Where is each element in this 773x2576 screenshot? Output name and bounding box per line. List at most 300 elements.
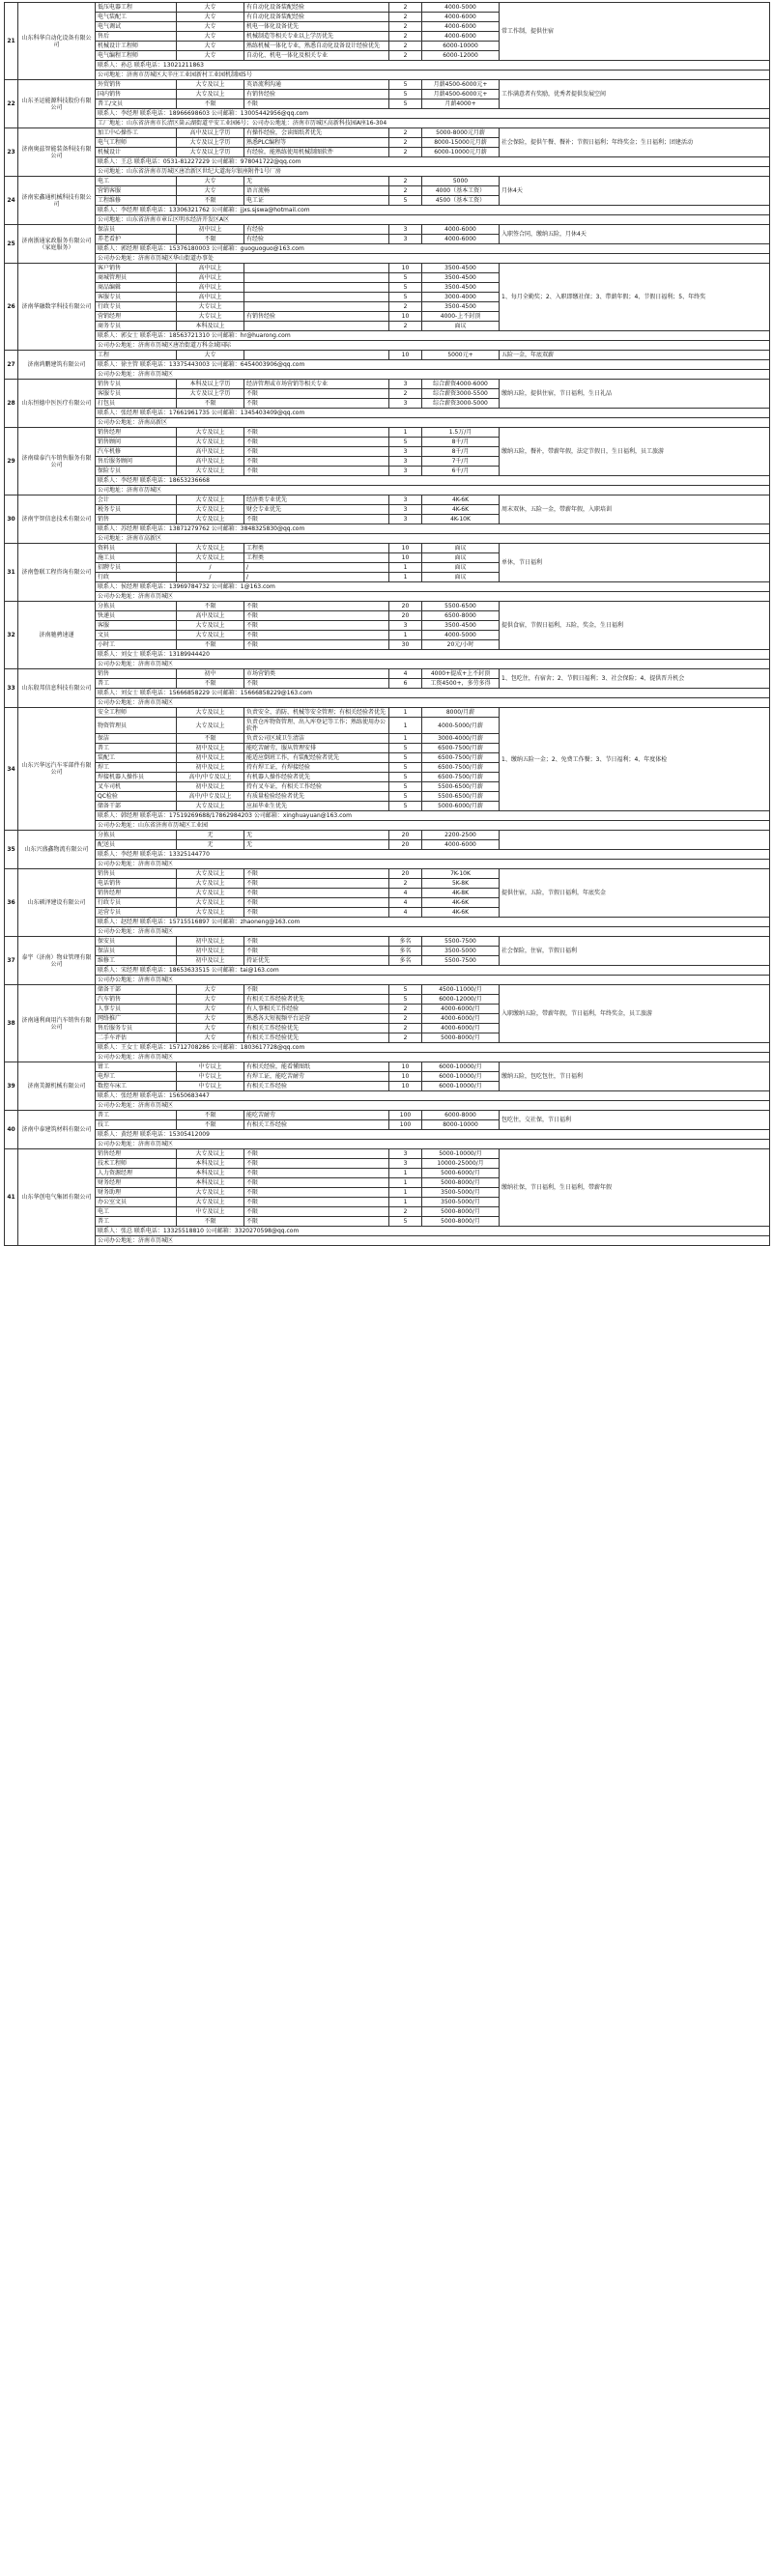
- job-salary: 3500-4500: [422, 302, 500, 312]
- job-headcount: 4: [389, 908, 422, 918]
- company-address: 公司办公地址：济南市历城区: [96, 1140, 770, 1149]
- job-headcount: 2: [389, 13, 422, 22]
- job-education: 本科及以上学历: [177, 380, 244, 389]
- company-address: 公司办公地址：济南市历城区: [96, 698, 770, 708]
- job-education: 大专: [177, 995, 244, 1005]
- job-requirement: 不限: [244, 1198, 389, 1207]
- job-headcount: 3: [389, 621, 422, 631]
- job-education: 大专: [177, 186, 244, 196]
- job-education: 大专及以上: [177, 1198, 244, 1207]
- company-contact: 联系人：李经理 联系电话：13325144770: [96, 850, 770, 860]
- company-benefits: 1、每月全勤奖；2、入职即缴社保；3、带薪年假；4、节假日福利；5、年终奖: [500, 264, 770, 331]
- job-headcount: 1: [389, 1169, 422, 1178]
- company-contact: 联系人：宋经理 联系电话：18653633515 公司邮箱：tai@163.com: [96, 966, 770, 976]
- job-requirement: 机械制造等相关专业以上学历优先: [244, 32, 389, 42]
- job-requirement: 有相关工作经验者优先: [244, 995, 389, 1005]
- job-title: 客服专员: [96, 293, 177, 302]
- job-education: 本科及以上: [177, 1178, 244, 1188]
- job-education: 高中以上: [177, 273, 244, 283]
- job-education: 大专及以上学历: [177, 148, 244, 157]
- job-salary: 6500-7500/月薪: [422, 763, 500, 773]
- job-headcount: 4: [389, 889, 422, 898]
- job-salary: 3500-4500: [422, 621, 500, 631]
- job-title: 资料员: [96, 544, 177, 553]
- job-requirement: 有经验，能熟练使用机械制图软件: [244, 148, 389, 157]
- job-education: 大专及以上: [177, 1149, 244, 1159]
- company-name: 济南宏鑫通机械科技有限公司: [18, 177, 96, 225]
- job-title: 汽车销售: [96, 995, 177, 1005]
- company-contact: 联系人：苏经理 联系电话：13871279762 公司邮箱：3848325830@qq.com: [96, 524, 770, 534]
- job-education: 本科及以上: [177, 322, 244, 331]
- job-education: 大专及以上: [177, 438, 244, 447]
- job-education: 大专及以上: [177, 718, 244, 734]
- job-requirement: 不限: [244, 467, 389, 476]
- job-title: 保险专员: [96, 467, 177, 476]
- job-headcount: 2: [389, 32, 422, 42]
- job-title: 商务专员: [96, 322, 177, 331]
- company-address: 公司办公地址：济南市历城区: [96, 370, 770, 380]
- job-requirement: 有相关工作经验优先: [244, 1024, 389, 1033]
- job-title: 销售员: [96, 869, 177, 879]
- job-headcount: 3: [389, 1159, 422, 1169]
- contact-row: [5, 206, 770, 215]
- job-table: [4, 2, 770, 1246]
- job-headcount: 5: [389, 80, 422, 90]
- job-education: 无: [177, 831, 244, 840]
- company-index: 22: [5, 80, 18, 128]
- job-title: 电气调试: [96, 22, 177, 32]
- contact-row: [5, 61, 770, 71]
- job-requirement: [244, 351, 389, 360]
- job-salary: 8000-15000元月薪: [422, 138, 500, 148]
- job-headcount: 5: [389, 438, 422, 447]
- job-headcount: 20: [389, 869, 422, 879]
- job-salary: 4K-6K: [422, 898, 500, 908]
- job-headcount: 多名: [389, 956, 422, 966]
- address-row: [5, 1140, 770, 1149]
- job-salary: 2200-2500: [422, 831, 500, 840]
- job-title: 打包员: [96, 399, 177, 409]
- job-title: 工程维修: [96, 196, 177, 206]
- job-requirement: 有焊工证，能吃苦耐劳: [244, 1072, 389, 1082]
- job-salary: 6500-7500/月薪: [422, 773, 500, 782]
- company-address: 公司地址：山东省济南市历城区唐冶新区世纪大道海尔银座附件1号厂房: [96, 167, 770, 177]
- company-index: 21: [5, 3, 18, 80]
- job-headcount: 3: [389, 399, 422, 409]
- job-headcount: 10: [389, 312, 422, 322]
- address-row: [5, 534, 770, 544]
- job-education: 高中/中专及以上: [177, 792, 244, 802]
- company-name: 济南通利商用汽车销售有限公司: [18, 985, 96, 1062]
- job-title: 机械设计: [96, 148, 177, 157]
- job-requirement: 不限: [244, 1207, 389, 1217]
- job-requirement: /: [244, 573, 389, 582]
- job-requirement: 不限: [244, 399, 389, 409]
- address-row: [5, 1053, 770, 1062]
- job-title: 销售专员: [96, 380, 177, 389]
- job-requirement: 有经验: [244, 235, 389, 244]
- address-row: [5, 976, 770, 985]
- company-name: 济南浙通家政服务有限公司（家庭服务）: [18, 225, 96, 264]
- company-benefits: 入职缴纳五险，带薪年假，节日福利，年终奖金，员工旅游: [500, 985, 770, 1043]
- job-salary: 7千/月: [422, 457, 500, 467]
- job-education: 初中及以上: [177, 937, 244, 947]
- job-education: 大专及以上: [177, 621, 244, 631]
- job-requirement: 不限: [244, 428, 389, 438]
- job-education: 大专: [177, 3, 244, 13]
- job-headcount: 2: [389, 186, 422, 196]
- job-salary: 3500-4500: [422, 273, 500, 283]
- job-requirement: 不限: [244, 640, 389, 650]
- job-title: 机械设计工程师: [96, 42, 177, 51]
- job-headcount: 3: [389, 447, 422, 457]
- job-education: 初中: [177, 669, 244, 679]
- company-address: 公司办公地址：山东省济南市历城区工业园: [96, 821, 770, 831]
- job-headcount: 1: [389, 708, 422, 718]
- job-salary: 综合薪资3000-5500: [422, 389, 500, 399]
- job-requirement: 不限: [244, 631, 389, 640]
- company-contact: 联系人：刘女士 联系电话：15666858229 公司邮箱：15666858229@163.com: [96, 689, 770, 698]
- contact-row: [5, 409, 770, 418]
- job-row: [5, 1062, 770, 1072]
- job-row: [5, 351, 770, 360]
- job-requirement: 语言流畅: [244, 186, 389, 196]
- job-title: 财务助理: [96, 1188, 177, 1198]
- job-requirement: 有销售经验: [244, 90, 389, 99]
- company-index: 41: [5, 1149, 18, 1246]
- job-requirement: 负责公司区域卫生清洁: [244, 734, 389, 744]
- job-salary: 面议: [422, 544, 500, 553]
- job-title: 电话销售: [96, 879, 177, 889]
- job-headcount: 3: [389, 495, 422, 505]
- company-name: 山东兴华远汽车零部件有限公司: [18, 708, 96, 831]
- job-requirement: 工程类: [244, 544, 389, 553]
- company-address: 工厂地址：山东省济南市长清区崮云湖街道平安工业园6号；公司办公地址：济南市历城区高新科技园A座16-304: [96, 119, 770, 128]
- address-row: [5, 370, 770, 380]
- job-headcount: 20: [389, 611, 422, 621]
- address-row: [5, 698, 770, 708]
- job-salary: 5000-8000/月: [422, 1217, 500, 1227]
- job-headcount: 1: [389, 734, 422, 744]
- job-education: 高中以上: [177, 293, 244, 302]
- company-contact: 联系人：李经理 联系电话：18966698603 公司邮箱：13005442956@qq.com: [96, 109, 770, 119]
- job-row: [5, 225, 770, 235]
- job-headcount: 100: [389, 1120, 422, 1130]
- job-salary: 5000元+: [422, 351, 500, 360]
- job-headcount: 3: [389, 467, 422, 476]
- job-title: 叉车司机: [96, 782, 177, 792]
- job-headcount: 5: [389, 995, 422, 1005]
- job-title: 汽车机修: [96, 447, 177, 457]
- company-index: 30: [5, 495, 18, 544]
- job-salary: 3500-4500: [422, 283, 500, 293]
- company-index: 35: [5, 831, 18, 869]
- company-contact: 联系人：刘女士 联系电话：13189944420: [96, 650, 770, 660]
- job-requirement: 持有叉车证，有相关工作经验: [244, 782, 389, 792]
- job-requirement: 有相关工作经验: [244, 1082, 389, 1091]
- job-education: 大专及以上学历: [177, 389, 244, 399]
- job-salary: 综合薪资3000-5000: [422, 399, 500, 409]
- job-education: 大专: [177, 22, 244, 32]
- job-title: 商品编辑: [96, 283, 177, 293]
- job-salary: 4000-上不封顶: [422, 312, 500, 322]
- job-education: 大专: [177, 51, 244, 61]
- job-education: 大专及以上: [177, 708, 244, 718]
- contact-row: [5, 850, 770, 860]
- job-education: 大专及以上: [177, 889, 244, 898]
- job-headcount: 3: [389, 457, 422, 467]
- job-requirement: 负责安全、消防、机械等安全管理；有相关经验者优先: [244, 708, 389, 718]
- job-headcount: 5: [389, 773, 422, 782]
- job-title: 电焊工: [96, 1072, 177, 1082]
- job-education: 大专及以上: [177, 515, 244, 524]
- job-title: 快递员: [96, 611, 177, 621]
- job-requirement: 有质量检验经验者优先: [244, 792, 389, 802]
- job-salary: 3500-5000/月: [422, 1198, 500, 1207]
- company-index: 31: [5, 544, 18, 602]
- job-education: 不限: [177, 679, 244, 689]
- company-benefits: 常工作制，提供住宿: [500, 3, 770, 61]
- job-title: 二手车评估: [96, 1033, 177, 1043]
- company-index: 38: [5, 985, 18, 1062]
- job-requirement: 有自动化设备装配经验: [244, 3, 389, 13]
- job-title: 施工员: [96, 553, 177, 563]
- job-headcount: 2: [389, 302, 422, 312]
- company-benefits: 周末双休，五险一金，带薪年假，入职培训: [500, 495, 770, 524]
- job-education: 大专: [177, 177, 244, 186]
- company-address: 公司办公地址：济南市历城区: [96, 927, 770, 937]
- company-address: 公司地址：济南市高新区: [96, 534, 770, 544]
- job-salary: 5000-6000/月薪: [422, 802, 500, 811]
- job-salary: 4500-11000/月: [422, 985, 500, 995]
- address-row: [5, 486, 770, 495]
- job-education: 不限: [177, 602, 244, 611]
- job-education: 不限: [177, 196, 244, 206]
- job-education: 不限: [177, 734, 244, 744]
- address-row: [5, 71, 770, 80]
- company-benefits: 单休，节日福利: [500, 544, 770, 582]
- job-education: 大专及以上: [177, 505, 244, 515]
- job-salary: 6500-8000: [422, 611, 500, 621]
- company-address: 公司办公地址：济南市历城区: [96, 592, 770, 602]
- job-salary: 4000-5000/月薪: [422, 718, 500, 734]
- job-title: 招聘专员: [96, 563, 177, 573]
- job-row: [5, 1149, 770, 1159]
- company-index: 37: [5, 937, 18, 985]
- job-education: 不限: [177, 399, 244, 409]
- job-requirement: 不限: [244, 1217, 389, 1227]
- company-contact: 联系人：张经理 联系电话：15650683447: [96, 1091, 770, 1101]
- job-headcount: 1: [389, 428, 422, 438]
- job-salary: 4000-6000: [422, 22, 500, 32]
- company-name: 济南中泰建筑材料有限公司: [18, 1111, 96, 1149]
- job-title: 电气编程工程师: [96, 51, 177, 61]
- job-title: 商城管理员: [96, 273, 177, 283]
- job-headcount: 5: [389, 283, 422, 293]
- job-salary: 5500-6500/月薪: [422, 782, 500, 792]
- job-salary: 3500-5000/月: [422, 1188, 500, 1198]
- company-index: 25: [5, 225, 18, 264]
- job-salary: 6000-8000: [422, 1111, 500, 1120]
- company-contact: 联系人：张经理 联系电话：17661961735 公司邮箱：1345403409@qq.com: [96, 409, 770, 418]
- job-row: [5, 495, 770, 505]
- job-row: [5, 602, 770, 611]
- job-headcount: 5: [389, 90, 422, 99]
- job-headcount: 5: [389, 753, 422, 763]
- company-contact: 联系人：侯经理 联系电话：13969784732 公司邮箱：1@163.com: [96, 582, 770, 592]
- job-requirement: 不限: [244, 515, 389, 524]
- job-salary: 5000-8000/月: [422, 1178, 500, 1188]
- company-name: 山东华创电气集团有限公司: [18, 1149, 96, 1246]
- company-name: 济南美源机械有限公司: [18, 1062, 96, 1111]
- company-name: 山东科华自动化设备有限公司: [18, 3, 96, 80]
- contact-row: [5, 244, 770, 254]
- job-headcount: 5: [389, 802, 422, 811]
- job-requirement: [244, 283, 389, 293]
- job-requirement: 不限: [244, 1159, 389, 1169]
- company-index: 27: [5, 351, 18, 380]
- job-salary: 8000/月薪: [422, 708, 500, 718]
- job-title: 行政专员: [96, 302, 177, 312]
- job-salary: 面议: [422, 573, 500, 582]
- job-education: 高中及以上: [177, 611, 244, 621]
- address-row: [5, 1236, 770, 1246]
- job-salary: 5500-7500: [422, 956, 500, 966]
- job-salary: 工资4500+，多劳多得: [422, 679, 500, 689]
- job-education: 大专及以上: [177, 495, 244, 505]
- job-title: 工程: [96, 351, 177, 360]
- job-headcount: 5: [389, 293, 422, 302]
- job-education: 大专: [177, 13, 244, 22]
- job-title: 普工: [96, 1217, 177, 1227]
- job-education: 大专及以上: [177, 80, 244, 90]
- job-requirement: 市场营销类: [244, 669, 389, 679]
- job-requirement: [244, 273, 389, 283]
- job-headcount: 5: [389, 1217, 422, 1227]
- company-name: 济南瑞泰汽车销售服务有限公司: [18, 428, 96, 495]
- contact-row: [5, 918, 770, 927]
- job-education: 大专: [177, 32, 244, 42]
- company-benefits: 提供食宿，节假日福利，五险，奖金，生日福利: [500, 602, 770, 650]
- company-contact: 联系人：徐主管 联系电话：13375443003 公司邮箱：6454003906@qq.com: [96, 360, 770, 370]
- company-benefits: [500, 831, 770, 850]
- job-salary: 4K-6K: [422, 908, 500, 918]
- job-headcount: 20: [389, 840, 422, 850]
- job-salary: 4000（基本工资）: [422, 186, 500, 196]
- job-headcount: 1: [389, 631, 422, 640]
- company-address: 公司办公地址：济南市历城区: [96, 860, 770, 869]
- job-title: 售后服务顾问: [96, 457, 177, 467]
- job-headcount: 3: [389, 235, 422, 244]
- job-requirement: [244, 302, 389, 312]
- job-requirement: 不限: [244, 1178, 389, 1188]
- company-contact: 联系人：李经理 联系电话：18653236668: [96, 476, 770, 486]
- job-education: 高中及以上: [177, 457, 244, 467]
- address-row: [5, 1101, 770, 1111]
- job-education: 初中及以上: [177, 753, 244, 763]
- job-headcount: 1: [389, 1178, 422, 1188]
- job-requirement: 不限: [244, 99, 389, 109]
- job-title: 安全工程师: [96, 708, 177, 718]
- company-benefits: 提供住宿，五险，节假日福利，年底奖金: [500, 869, 770, 918]
- job-title: 保洁员: [96, 947, 177, 956]
- job-salary: 5000-10000/月: [422, 1149, 500, 1159]
- job-education: 大专以上: [177, 302, 244, 312]
- contact-row: [5, 157, 770, 167]
- job-requirement: 不限: [244, 898, 389, 908]
- address-row: [5, 167, 770, 177]
- job-headcount: 2: [389, 389, 422, 399]
- job-requirement: 电工证: [244, 196, 389, 206]
- job-education: 中专及以上: [177, 1207, 244, 1217]
- job-title: 客户销售: [96, 264, 177, 273]
- job-requirement: 不限: [244, 1188, 389, 1198]
- job-requirement: 持有焊工证，有焊接经验: [244, 763, 389, 773]
- company-name: 泰宇（济南）物业管理有限公司: [18, 937, 96, 985]
- job-headcount: 2: [389, 322, 422, 331]
- job-title: 销售: [96, 669, 177, 679]
- job-salary: 6000-10000元月薪: [422, 148, 500, 157]
- job-title: 外贸销售: [96, 80, 177, 90]
- job-title: 电工: [96, 1207, 177, 1217]
- job-title: 焊接机器人操作员: [96, 773, 177, 782]
- job-title: 销售经理: [96, 889, 177, 898]
- job-salary: 5500-6500/月薪: [422, 792, 500, 802]
- job-title: 销售经理: [96, 1149, 177, 1159]
- company-contact: 联系人：韩经理 联系电话：17519269688/17862984203 公司邮箱：xinghuayuan@163.com: [96, 811, 770, 821]
- job-headcount: 多名: [389, 937, 422, 947]
- job-requirement: [244, 264, 389, 273]
- job-title: 保安员: [96, 937, 177, 947]
- job-row: [5, 380, 770, 389]
- job-salary: 4000-6000: [422, 225, 500, 235]
- job-requirement: 有自动化设备装配经验: [244, 13, 389, 22]
- job-title: 电气工程师: [96, 138, 177, 148]
- job-salary: 6000-10000/月: [422, 1072, 500, 1082]
- job-education: 高中及以上学历: [177, 128, 244, 138]
- job-title: 低压电器工程: [96, 3, 177, 13]
- job-requirement: 机电一体化设备优先: [244, 22, 389, 32]
- job-requirement: 经济类专业优先: [244, 495, 389, 505]
- job-requirement: 经济管理或市场营销等相关专业: [244, 380, 389, 389]
- job-education: 不限: [177, 235, 244, 244]
- job-education: 大专: [177, 1014, 244, 1024]
- job-row: [5, 985, 770, 995]
- job-requirement: 不限: [244, 621, 389, 631]
- company-benefits: 缴纳社保，节日福利，生日福利，带薪年假: [500, 1149, 770, 1227]
- job-requirement: 不限: [244, 908, 389, 918]
- company-name: 济南奥兹智能装备科技有限公司: [18, 128, 96, 177]
- job-title: 行政: [96, 573, 177, 582]
- job-title: 储备干部: [96, 985, 177, 995]
- address-row: [5, 860, 770, 869]
- job-title: QC检验: [96, 792, 177, 802]
- job-requirement: [244, 322, 389, 331]
- job-headcount: 3: [389, 515, 422, 524]
- job-title: 财务经理: [96, 1178, 177, 1188]
- company-benefits: 月休4天: [500, 177, 770, 206]
- job-title: 客服专员: [96, 389, 177, 399]
- job-requirement: 有机器人操作经验者优先: [244, 773, 389, 782]
- company-contact: 联系人：王总 联系电话：0531-81227229 公司邮箱：978041722@qq.com: [96, 157, 770, 167]
- job-title: 配送员: [96, 840, 177, 850]
- company-contact: 联系人：李经理 联系电话：13306321762 公司邮箱：jjxs.sjswa@hotmail.com: [96, 206, 770, 215]
- company-address: 公司办公地址：济南高新区: [96, 418, 770, 428]
- job-requirement: /: [244, 563, 389, 573]
- job-education: 大专及以上: [177, 553, 244, 563]
- company-address: 公司办公地址：济南市历城区: [96, 1101, 770, 1111]
- job-salary: 5500-7500: [422, 937, 500, 947]
